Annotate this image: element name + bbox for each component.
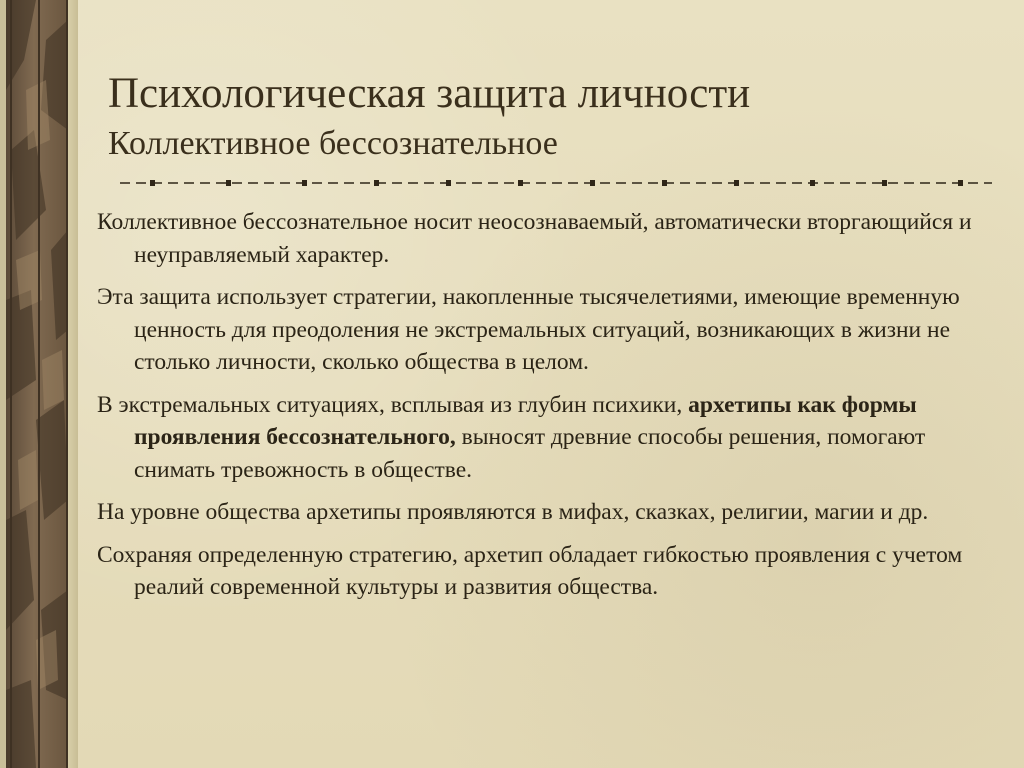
paragraph-3-tail: выносят древние способы решения, помогают снимать тревожность в обществе. xyxy=(134,424,926,483)
slide-subtitle: Коллективное бессознательное xyxy=(108,125,558,162)
stripe-texture xyxy=(6,0,68,768)
slide-title: Психологическая защита личности xyxy=(108,70,751,117)
paragraph-4: На уровне общества архетипы проявляются в мифах, сказках, религии, магии и др. xyxy=(97,499,929,525)
paragraph-3-bold: архетипы как формы проявления бессознательного, xyxy=(134,391,917,450)
stripe-edge xyxy=(68,0,78,768)
left-decorative-stripe xyxy=(0,0,78,768)
stripe-line xyxy=(38,0,40,768)
paragraph-2: Эта защита использует стратегии, накопленные тысячелетиями, имеющие временную ценность для преодоления не экстремальных ситуаций, возникающих в жизни не столько личности, сколько общества в целом. xyxy=(97,284,960,375)
dash-divider xyxy=(120,176,992,190)
paragraph-3-lead: В экстремальных ситуациях, всплывая из глубин психики, xyxy=(97,391,689,418)
stripe-line xyxy=(10,0,12,768)
paragraph-1: Коллективное бессознательное носит неосознаваемый, автоматически вторгающийся и неуправляемый характер. xyxy=(97,209,972,268)
paragraph-3 xyxy=(97,389,997,487)
paragraph-5: Сохраняя определенную стратегию, архетип обладает гибкостью проявления с учетом реалий современной культуры и развития общества. xyxy=(97,541,963,600)
stripe-pattern xyxy=(6,0,68,768)
slide-body xyxy=(97,206,997,614)
